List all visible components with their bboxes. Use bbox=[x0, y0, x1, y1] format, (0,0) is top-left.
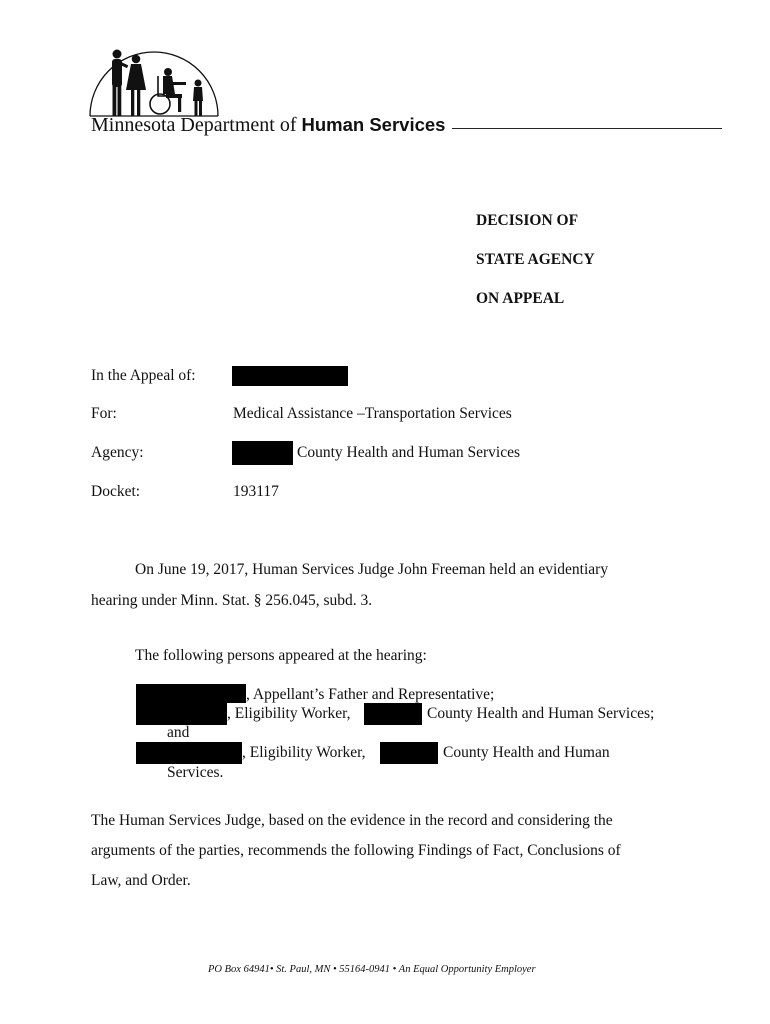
dhs-logo bbox=[88, 46, 220, 118]
person-2-role: , Eligibility Worker, bbox=[227, 705, 351, 722]
intro-line-1: On June 19, 2017, Human Services Judge John Freeman held an evidentiary bbox=[135, 561, 609, 578]
redaction-person-2-county bbox=[364, 703, 422, 725]
title-line-2: STATE AGENCY bbox=[476, 251, 595, 268]
redaction-person-3 bbox=[136, 742, 242, 764]
judge-line-1: The Human Services Judge, based on the evidence in the record and considering the bbox=[91, 812, 613, 829]
person-3-continued: Services. bbox=[167, 764, 224, 781]
title-line-3: ON APPEAL bbox=[476, 290, 565, 307]
judge-line-3: Law, and Order. bbox=[91, 872, 191, 889]
redaction-appellant bbox=[232, 366, 348, 386]
redaction-person-2 bbox=[136, 703, 227, 725]
person-2-county: County Health and Human Services; bbox=[427, 705, 655, 722]
docket-value: 193117 bbox=[233, 483, 279, 500]
appeal-label: In the Appeal of: bbox=[91, 367, 196, 384]
redaction-agency-county bbox=[232, 441, 293, 465]
department-bold: Human Services bbox=[301, 114, 446, 135]
judge-line-2: arguments of the parties, recommends the following Findings of Fact, Conclusions of bbox=[91, 842, 621, 859]
title-line-1: DECISION OF bbox=[476, 212, 579, 229]
person-3-role: , Eligibility Worker, bbox=[242, 744, 366, 761]
person-1-role: , Appellant’s Father and Representative; bbox=[246, 686, 495, 703]
intro-line-2: hearing under Minn. Stat. § 256.045, subd. 3. bbox=[91, 592, 373, 609]
agency-value: County Health and Human Services bbox=[297, 444, 520, 461]
footer-address: PO Box 64941• St. Paul, MN • 55164-0941 • An Equal Opportunity Employer bbox=[208, 964, 536, 975]
redaction-person-3-county bbox=[380, 742, 438, 764]
person-3-county: County Health and Human bbox=[443, 744, 610, 761]
persons-intro: The following persons appeared at the hearing: bbox=[135, 647, 427, 664]
agency-label: Agency: bbox=[91, 444, 144, 461]
for-label: For: bbox=[91, 405, 117, 422]
department-prefix: Minnesota Department of bbox=[91, 114, 302, 136]
docket-label: Docket: bbox=[91, 483, 141, 500]
for-value: Medical Assistance –Transportation Services bbox=[233, 405, 512, 422]
department-name bbox=[91, 114, 445, 137]
and-word: and bbox=[167, 724, 190, 741]
header-rule bbox=[452, 128, 722, 129]
redaction-person-1 bbox=[136, 684, 246, 703]
